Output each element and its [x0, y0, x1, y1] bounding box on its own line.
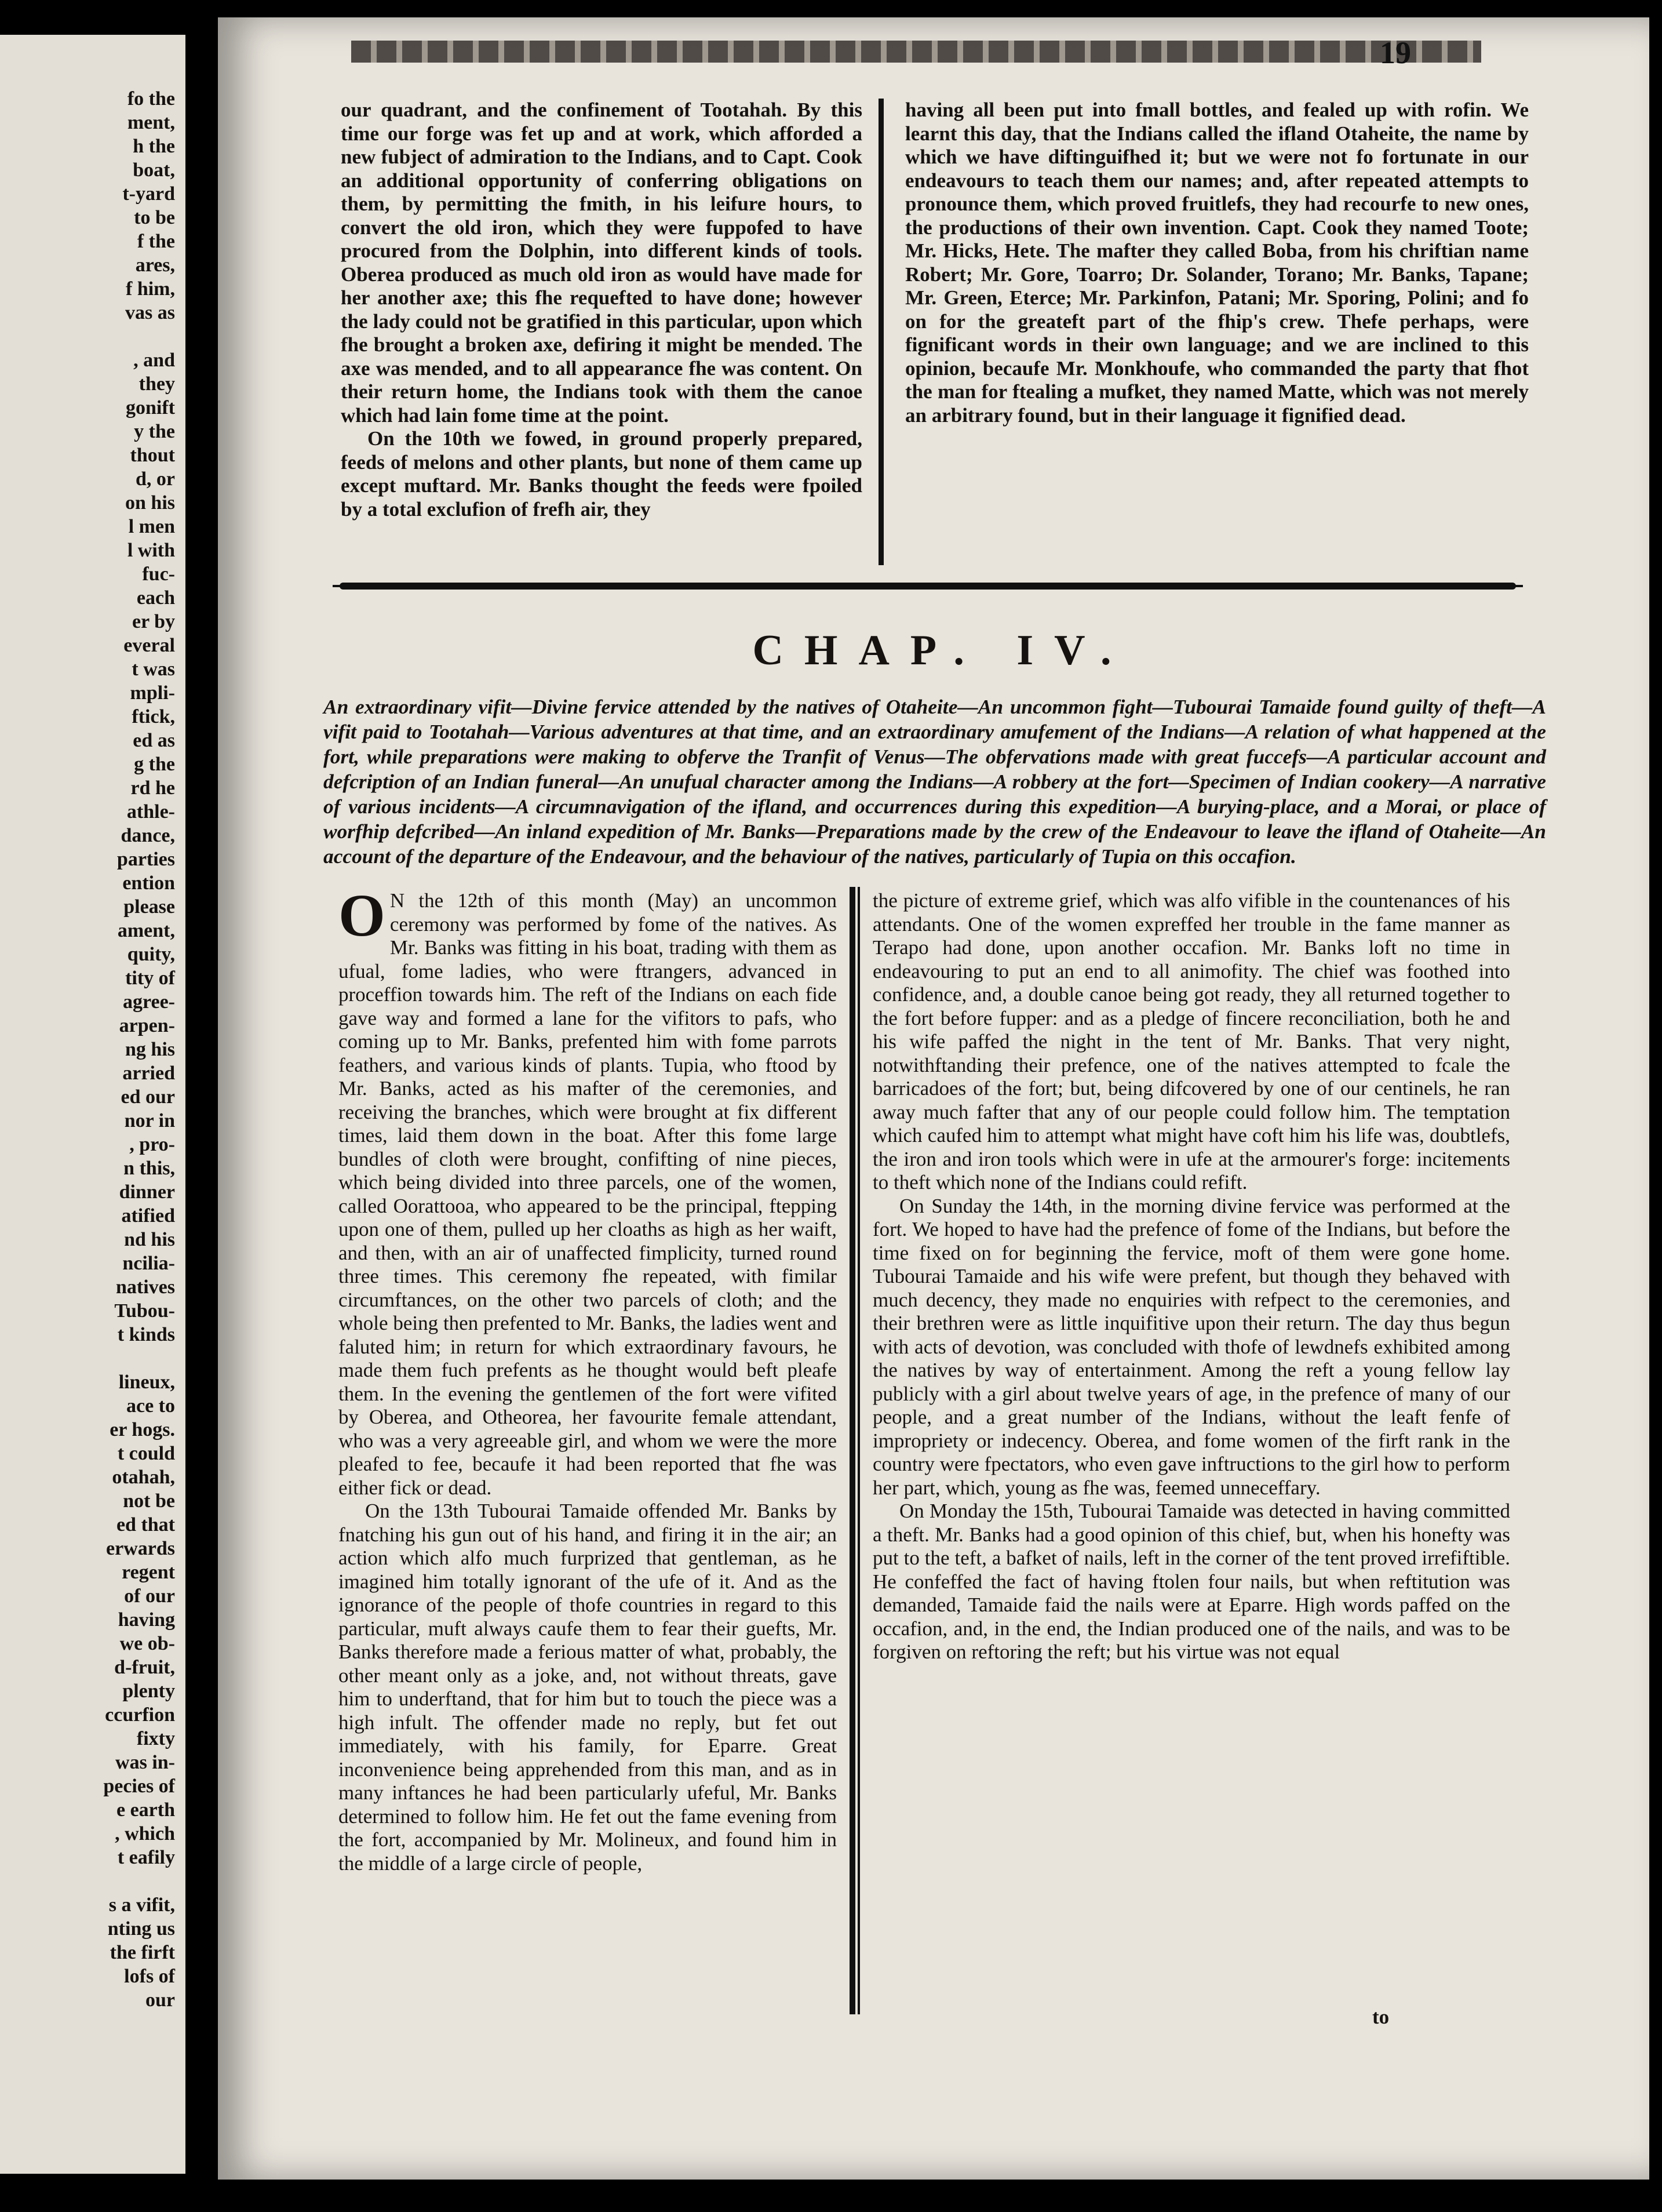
previous-page-line: arpen- [119, 1015, 175, 1036]
previous-page-line: g the [134, 754, 175, 775]
previous-page-line: l men [128, 516, 175, 537]
previous-page-line: ace to [126, 1395, 175, 1417]
previous-page-line: dance, [121, 825, 175, 846]
previous-page-line: t kinds [117, 1324, 175, 1345]
top-right-column [905, 99, 1529, 427]
top-left-column [341, 99, 862, 521]
previous-page-line: h the [133, 136, 175, 157]
body-left-paragraph-2: On the 13th Tubourai Tamaide offended Mr. Banks by fnatching his gun out of his hand, and firing it in the air; an action which alfo much furprized that gentleman, as he imagined him totally ignorant of the ufe of it. And as the ignorance of the people of thofe countries in regard to this particular, muft always caufe them to fear their guefts, Mr. Banks therefore made a ferious matter of what, probably, the other meant only as a joke, and, not without threats, gave him to underftand, that for him but to touch the piece was a high infult. The offender made no reply, but fet out immediately, with his family, for Eparre. Great inconvenience being apprehended from this man, and as in many inftances he had been particularly ufeful, Mr. Banks determined to follow him. He fet out the fame evening from the fort, accompanied by Mr. Molineux, and found him in the middle of a large circle of people, [338, 1500, 837, 1875]
previous-page-line: erwards [106, 1538, 175, 1559]
previous-page-line: boat, [133, 159, 175, 181]
previous-page-line: fo the [127, 88, 175, 110]
previous-page-line: ed our [121, 1086, 175, 1108]
previous-page-line: , and [133, 350, 175, 371]
previous-page-line: natives [116, 1276, 175, 1298]
previous-page-line: to be [134, 207, 175, 228]
top-right-paragraph-1: having all been put into fmall bottles, and fealed up with rofin. We learnt this day, that the Indians called the ifland Otaheite, the name by which we have diftinguifhed it; but we were not fo fortunate in our endeavours to teach them our names; and, after repeated attempts to pronounce them, which proved fruitlefs, they had recourfe to new ones, the productions of their own invention. Capt. Cook they named Toote; Mr. Hicks, Hete. The mafter they called Boba, from his chriftian name Robert; Mr. Gore, Toarro; Dr. Solander, Torano; Mr. Banks, Tapane; Mr. Green, Eterce; Mr. Parkinfon, Patani; Mr. Sporing, Polini; and fo on for the greateft part of the fhip's crew. Thefe perhaps, were fignificant words in their own language; and we are inclined to this opinion, becaufe Mr. Monkhoufe, who commanded the party that fhot the man for ftealing a mufket, they named Matte, which was not merely an arbitrary found, but in their language it fignified dead. [905, 99, 1529, 427]
previous-page-edge [0, 0, 197, 2212]
previous-page-line: on his [125, 492, 175, 514]
running-head [351, 41, 1539, 75]
previous-page-line: , which [115, 1823, 175, 1844]
previous-page-line: was in- [115, 1752, 175, 1773]
previous-page-line: tity of [125, 967, 175, 989]
previous-page-line: ftick, [132, 706, 175, 727]
body-right-column [873, 889, 1510, 1664]
previous-page-paper [0, 35, 185, 2174]
body-right-paragraph-3: On Monday the 15th, Tubourai Tamaide was detected in having committed a theft. Mr. Banks had a good opinion of this chief, but, when his honefty was put to the teft, a bafket of nails, left in the corner of the tent proved irrefiftible. He confeffed the fact of having ftolen four nails, but when reftitution was demanded, Tamaide faid the nails were at Eparre. High words paffed on the occafion, and, in the end, the Indian produced one of the nails, and was to be forgiven on reftoring the reft; but his virtue was not equal [873, 1500, 1510, 1663]
previous-page-line: n this, [123, 1158, 175, 1179]
previous-page-line: e earth [116, 1799, 175, 1821]
chapter-synopsis: An extraordinary vifit—Divine fervice attended by the natives of Otaheite—An uncommon fight—Tubourai Tamaide found guilty of theft—A vifit paid to Tootahah—Various adventures at that time, and an extraordinary amufement of the Indians—A relation of what happened at the fort, while preparations were making to obferve the Tranfit of Venus—The obfervations made with great fuccefs—A particular account and defcription of an Indian funeral—An unufual character among the Indians—A robbery at the fort—Specimen of Indian cookery—A narrative of various incidents—A circumnavigation of the ifland, and occurrences during this expedition—A burying-place, and a Morai, or place of worfhip defcribed—An inland expedition of Mr. Banks—Preparations made by the crew of the Endeavour to leave the ifland of Otaheite—An account of the departure of the Endeavour, and the behaviour of the natives, particularly of Tupia on this occafion. [323, 695, 1546, 868]
previous-page-line: lofs of [124, 1966, 175, 1987]
previous-page-line: otahah, [112, 1467, 175, 1488]
previous-page-line: d, or [136, 468, 175, 490]
previous-page-line: they [138, 373, 175, 395]
previous-page-line: we ob- [119, 1633, 175, 1654]
previous-page-line: dinner [119, 1181, 175, 1203]
previous-page-line: ccurfion [105, 1704, 175, 1726]
previous-page-line: y the [134, 421, 175, 442]
previous-page-line: quity, [127, 944, 175, 965]
previous-page-line: nd his [124, 1229, 175, 1250]
previous-page-line: er by [132, 611, 175, 632]
previous-page-line: t-yard [122, 183, 175, 205]
previous-page-line: our [145, 1989, 175, 2011]
previous-page-line: pecies of [103, 1776, 175, 1797]
previous-page-line: , pro- [129, 1134, 175, 1155]
body-column-rule [850, 887, 855, 2014]
body-left-column [338, 882, 837, 1875]
previous-page-line: Tubou- [114, 1300, 175, 1322]
previous-page-line: parties [116, 849, 175, 870]
previous-page-line: nor in [124, 1110, 175, 1132]
previous-page-line: ament, [117, 920, 175, 941]
previous-page-line: ed as [133, 730, 175, 751]
previous-page-line: t eafily [117, 1847, 175, 1868]
previous-page-line: plenty [122, 1680, 175, 1702]
previous-page-line: everal [123, 635, 175, 656]
previous-page-line: ment, [127, 112, 175, 133]
previous-page-line: not be [123, 1490, 175, 1512]
previous-page-line: d-fruit, [114, 1657, 175, 1678]
previous-page-line: s a vifit, [108, 1894, 175, 1916]
top-left-paragraph-2: On the 10th we fowed, in ground properly prepared, feeds of melons and other plants, but none of them came up except muftard. Mr. Banks thought the feeds were fpoiled by a total exclufion of frefh air, they [341, 427, 862, 521]
previous-page-line: regent [122, 1562, 175, 1583]
previous-page-line: vas as [125, 302, 175, 323]
previous-page-line: having [118, 1609, 175, 1631]
previous-page-line: ares, [135, 254, 175, 276]
previous-page-line: f the [137, 231, 175, 252]
body-column-rule-2 [858, 887, 860, 2014]
body-right-paragraph-2: On Sunday the 14th, in the morning divine fervice was performed at the fort. We hoped to have had the prefence of fome of the Indians, but before the time fixed on for beginning the fervice, moft of them were gone home. Tubourai Tamaide and his wife were prefent, but though they behaved with much decency, they made no enquiries with refpect to the ceremonies, and their brethren were as little inquifitive upon their return. The day thus begun with acts of devotion, was concluded with thofe of lewdnefs exhibited among the natives by way of entertainment. Among the reft a young fellow lay publicly with a girl about twelve years of age, in the prefence of many of our people, and a great number of the Indians, without the leaft fenfe of impropriety or indecency. Oberea, and fome women of the firft rank in the country were fpectators, who even gave inftructions to the girl how to perform her part, which, young as fhe was, feemed unneceffary. [873, 1194, 1510, 1499]
previous-page-line: l with [127, 540, 175, 561]
previous-page-line: arried [122, 1063, 175, 1084]
book-page [218, 17, 1649, 2180]
body-right-paragraph-1: the picture of extreme grief, which was alfo vifible in the countenances of his attendants. One of the women expreffed her trouble in the fame manner as Terapo had done, upon another occafion. Mr. Banks loft no time in endeavouring to put an end to all animofity. The chief was foothed into confidence, and, a double canoe being got ready, they all returned together to the fort before fupper: and as a pledge of fincere reconciliation, both he and his wife paffed the night in the tent of Mr. Banks. That very night, notwithftanding their prefence, one of the natives attempted to fcale the barricadoes of the fort; but, being difcovered by one of our centinels, he ran away much fafter that any of our people could follow him. The temptation which caufed him to attempt what might have coft him his life was, doubtlefs, the iron and iron tools which were in ufe at the armourer's forge: incitements to theft which none of the Indians could refift. [873, 889, 1510, 1194]
previous-page-line: nting us [107, 1918, 175, 1940]
previous-page-line: agree- [123, 991, 175, 1013]
previous-page-line: gonift [126, 397, 175, 419]
previous-page-line: t could [117, 1443, 175, 1464]
previous-page-line: please [123, 896, 175, 918]
top-left-paragraph-1: our quadrant, and the confinement of Tootahah. By this time our forge was fet up and at work, which afforded a new fubject of admiration to the Indians, and to Capt. Cook an additional opportunity of conferring obligations on them, by permitting the fmith, in his leifure hours, to convert the old iron, which they were fuppofed to have procured from the Dolphin, into different kinds of tools. Oberea produced as much old iron as would have made for her another axe; this fhe requefted to have done; however the lady could not be gratified in this particular, upon which fhe brought a broken axe, defiring it might be mended. The axe was mended, and to all appearance fhe was content. On their return home, the Indians took with them the canoe which had lain fome time at the point. [341, 99, 862, 427]
previous-page-line: ention [122, 872, 175, 894]
previous-page-line: thout [130, 445, 175, 466]
previous-page-line: atified [121, 1205, 175, 1227]
body-left-paragraph-1: ON the 12th of this month (May) an uncommon ceremony was performed by fome of the natives. As Mr. Banks was fitting in his boat, trading with them as ufual, fome ladies, who were ftrangers, advanced in proceffion towards him. The reft of the Indians on each fide gave way and formed a lane for the vifitors to pafs, who coming up to Mr. Banks, prefented him with fome parrots feathers, and various kinds of plants. Tupia, who ftood by Mr. Banks, acted as his mafter of the ceremonies, and receiving the branches, which were brought at fix different times, laid them down in the boat. After this fome large bundles of cloth were brought, confifting of nine pieces, which being divided into three parcels, one of the women, called Oorattooa, who appeared to be the principal, ftepping upon one of them, pulled up her cloaths as high as her waift, and then, with an air of unaffected fimplicity, turned round three times. This ceremony fhe repeated, with fimilar circumftances, on the other two parcels of cloth; and the whole being then prefented to Mr. Banks, the ladies went and faluted him; in return for which extraordinary favours, he made them fuch prefents as he thought would beft pleafe them. In the evening the gentlemen of the fort were vifited by Oberea, and Otheorea, her favourite female attendant, who was a very agreeable girl, and whom we were the more pleafed to fee, becaufe it had been reported that fhe was either fick or dead. [338, 882, 837, 1499]
previous-page-line: lineux, [118, 1371, 175, 1393]
chapter-divider-rule [340, 583, 1516, 590]
previous-page-line: fixty [136, 1728, 175, 1749]
previous-page-line: fuc- [142, 563, 175, 585]
previous-page-line: of our [124, 1585, 175, 1607]
previous-page-line: athle- [126, 801, 175, 823]
previous-page-line: f him, [126, 278, 175, 300]
catchword: to [1372, 2006, 1390, 2028]
previous-page-line: mpli- [130, 682, 175, 704]
previous-page-line: the firft [110, 1942, 175, 1963]
top-column-rule [879, 99, 884, 565]
previous-page-line: rd he [130, 777, 175, 799]
chapter-title: CHAP. IV. [752, 627, 1132, 674]
previous-page-line: ncilia- [122, 1253, 175, 1274]
page-number: 19 [1380, 35, 1411, 70]
previous-page-line: ng his [125, 1039, 175, 1060]
book-gutter [185, 0, 218, 2212]
previous-page-line: t was [132, 658, 175, 680]
previous-page-line: each [136, 587, 175, 609]
previous-page-line: er hogs. [110, 1419, 175, 1440]
previous-page-line: ed that [116, 1514, 175, 1536]
